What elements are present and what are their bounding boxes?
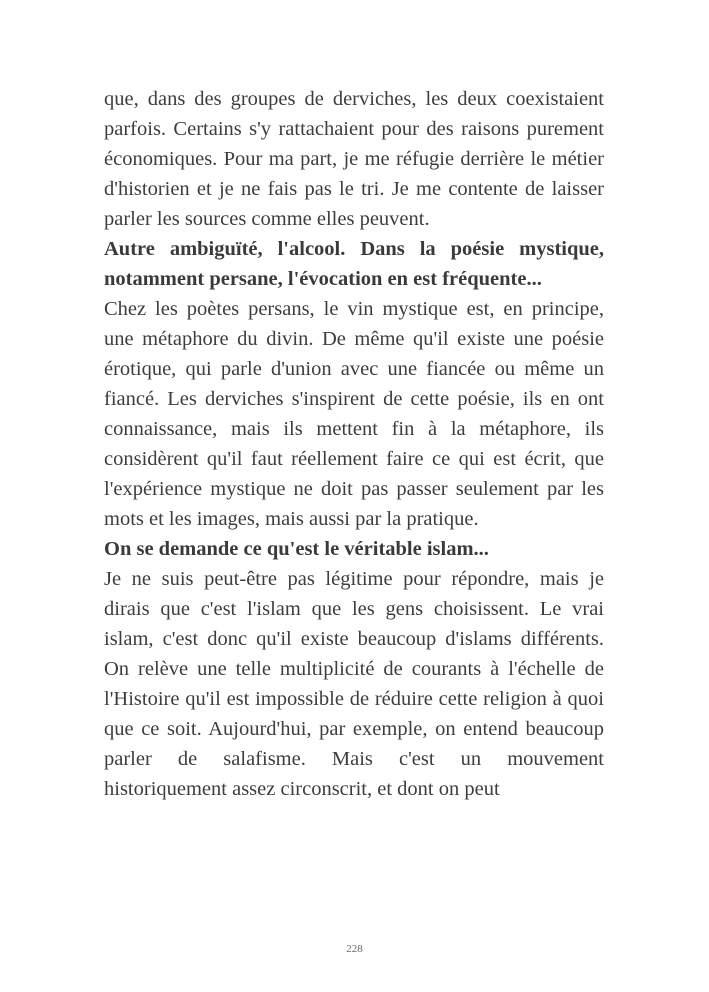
answer-paragraph-3: Je ne suis peut-être pas légitime pour répondre, mais je dirais que c'est l'islam que les gens choisissent. Le vrai islam, c'est donc qu'il existe beaucoup d'islams différents. On relève une telle multiplicité de courants à l'échelle de l'Histoire qu'il est impossible de réduire cette religion à quoi que ce soit. Aujourd'hui, par exemple, on entend beaucoup parler de salafisme. Mais c'est un mouvement historiquement assez circonscrit, et dont on peut [104, 568, 604, 800]
question-paragraph-1: Autre ambiguïté, l'alcool. Dans la poésie mystique, notamment persane, l'évocation en est fréquente... [104, 238, 604, 290]
question-paragraph-2: On se demande ce qu'est le véritable islam... [104, 538, 489, 560]
page-body [104, 84, 604, 804]
answer-paragraph-2: Chez les poètes persans, le vin mystique est, en principe, une métaphore du divin. De même qu'il existe une poésie érotique, qui parle d'union avec une fiancée ou même un fiancé. Les derviches s'inspirent de cette poésie, ils en ont connaissance, mais ils mettent fin à la métaphore, ils considèrent qu'il faut réellement faire ce qui est écrit, que l'expérience mystique ne doit pas passer seulement par les mots et les images, mais aussi par la pratique. [104, 298, 604, 530]
page-number: 228 [346, 943, 363, 955]
answer-paragraph-1: que, dans des groupes de derviches, les deux coexistaient parfois. Certains s'y rattachaient pour des raisons purement économiques. Pour ma part, je me réfugie derrière le métier d'historien et je ne fais pas le tri. Je me contente de laisser parler les sources comme elles peuvent. [104, 88, 604, 230]
